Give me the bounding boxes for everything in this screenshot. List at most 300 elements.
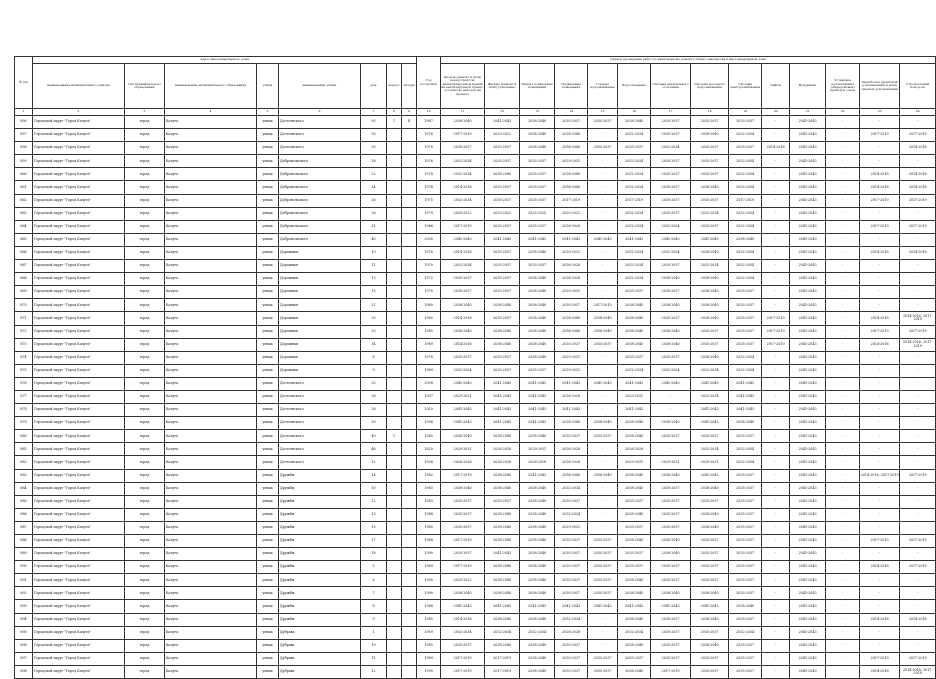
table-cell: - [762,116,790,129]
table-cell: Калуга [165,652,257,665]
table-cell: Калуга [165,207,257,220]
table-cell: 2035-2037 [555,665,588,678]
table-cell: 2035-2037 [691,652,729,665]
table-cell: город [125,404,165,417]
table-cell: - [826,273,860,286]
table-cell: 2026-2028 [555,626,588,639]
table-cell: Дорожная [279,260,361,273]
table-cell: 2038-2040 [691,521,729,534]
table-cell: 2038-2040 [618,299,651,312]
table-cell: - [900,364,936,377]
table-cell: - [900,508,936,521]
table-cell: 2041-2043 [790,574,826,587]
column-number: 17 [651,109,691,116]
table-cell: 2017-2019 [441,652,485,665]
table-cell: 2014-2016 [900,246,936,259]
table-cell: 2041-2043 [520,600,555,613]
table-row [15,364,936,377]
table-cell: Достоевского [279,430,361,443]
table-cell: 2035-2037 [691,430,729,443]
table-cell: Калуга [165,377,257,390]
table-cell: 2026-2028 [555,220,588,233]
table-cell: 2041-2043 [588,600,618,613]
table-cell: - [826,312,860,325]
table-cell: 40 [361,233,387,246]
table-cell: - [588,273,618,286]
table-cell: - [588,482,618,495]
table-cell [387,220,402,233]
table-cell: 2032-2034 [618,273,651,286]
table-cell: - [762,613,790,626]
table-cell: 28 [361,404,387,417]
table-cell: Калуга [165,351,257,364]
table-cell: 2041-2043 [691,404,729,417]
table-cell: 2017-2019 [860,535,900,548]
table-cell: Дружбы [279,495,361,508]
table-cell [387,142,402,155]
table-cell: 2038-2040 [729,600,762,613]
table-cell [402,129,417,142]
table-cell: - [860,521,900,534]
table-cell: Городской округ "Город Калуга" [33,404,125,417]
table-cell: 2041-2043 [618,377,651,390]
table-cell: город [125,652,165,665]
table-cell: 2038-2040 [588,417,618,430]
table-cell: 2035-2037 [691,665,729,678]
table-cell: Калуга [165,521,257,534]
table-cell: 14 [361,469,387,482]
table-cell [387,482,402,495]
table-cell: 2032-2034 [729,364,762,377]
table-cell: город [125,377,165,390]
table-cell: Городской округ "Город Калуга" [33,168,125,181]
table-cell: 2041-2043 [651,377,691,390]
table-cell: 2029-2031 [555,521,588,534]
table-cell: 1 [387,116,402,129]
table-cell: город [125,338,165,351]
table-cell [387,443,402,456]
table-cell: 2041-2043 [790,286,826,299]
table-cell: 2041-2043 [555,377,588,390]
table-cell: - [588,351,618,364]
table-cell: 2014-2016 [900,142,936,155]
table-cell: Городской округ "Город Калуга" [33,521,125,534]
table-cell: - [762,155,790,168]
table-cell: 2038-2040 [555,129,588,142]
table-cell: - [762,652,790,665]
table-cell: 2014-2016 [860,665,900,678]
table-cell: - [826,639,860,652]
table-cell: 2035-2037 [485,155,520,168]
table-cell: Калуга [165,338,257,351]
table-cell: Городской округ "Город Калуга" [33,377,125,390]
table-cell: - [826,469,860,482]
table-cell: - [762,430,790,443]
table-cell: 2038-2040 [691,587,729,600]
table-cell: 2017-2019 [860,194,900,207]
table-cell: - [900,600,936,613]
table-cell: Калуга [165,168,257,181]
table-cell [387,652,402,665]
column-number: 20 [762,109,790,116]
table-cell: Калуга [165,260,257,273]
table-cell: 1983 [417,495,441,508]
table-cell: - [860,142,900,155]
table-cell: - [826,390,860,403]
table-cell: - [762,574,790,587]
table-cell: - [860,495,900,508]
table-row [15,508,936,521]
table-cell: 2014-2016 [860,246,900,259]
table-cell [387,377,402,390]
table-cell: - [588,508,618,521]
table-cell: - [900,443,936,456]
table-cell: Калуга [165,561,257,574]
table-cell: улица [257,417,279,430]
table-cell: 2032-2034 [441,155,485,168]
table-cell: 882 [15,456,33,469]
table-cell: 2029-2031 [555,286,588,299]
column-number: 11 [441,109,485,116]
table-cell: Калуга [165,535,257,548]
table-cell: Достоевского [279,404,361,417]
table-cell: 2041-2043 [485,377,520,390]
table-row [15,312,936,325]
table-cell: город [125,325,165,338]
table-cell: улица [257,548,279,561]
table-cell: Калуга [165,417,257,430]
table-cell: 13 [361,508,387,521]
table-cell [387,587,402,600]
table-cell: - [762,508,790,521]
table-cell [387,312,402,325]
table-cell: Городской округ "Город Калуга" [33,194,125,207]
periods-group-header: Период проведения работ по капитальному ремонту общего имущества в многоквартирном доме [441,57,936,64]
table-cell: 891 [15,574,33,587]
table-cell: 2035-2037 [588,535,618,548]
table-cell: 2032-2034 [441,626,485,639]
table-cell: 2041-2043 [790,168,826,181]
table-cell [387,338,402,351]
table-cell: - [826,299,860,312]
table-cell: 2032-2034 [729,181,762,194]
table-cell: улица [257,469,279,482]
table-cell: - [762,207,790,220]
table-cell: 2017-2019 [651,665,691,678]
table-cell: 2017-2019 [860,652,900,665]
table-row [15,652,936,665]
table-cell: Калуга [165,587,257,600]
table-row [15,142,936,155]
table-cell: 2035-2037 [651,260,691,273]
table-cell: - [826,404,860,417]
table-cell: - [826,587,860,600]
table-cell: - [860,574,900,587]
table-cell: Калуга [165,600,257,613]
document-page [14,56,933,679]
table-cell: 2041-2043 [588,233,618,246]
table-cell: улица [257,364,279,377]
table-cell: 2017-2019 [441,220,485,233]
table-cell: 2038-2040 [691,246,729,259]
table-cell: 1968 [417,220,441,233]
table-cell: - [900,430,936,443]
table-cell: 2035-2037 [441,142,485,155]
table-cell: улица [257,129,279,142]
table-cell: 2026-2028 [520,456,555,469]
table-cell: - [860,351,900,364]
table-cell: 1937 [417,390,441,403]
table-cell: Городской округ "Город Калуга" [33,469,125,482]
table-cell: 2032-2034 [729,220,762,233]
table-cell: 2032-2034 [729,273,762,286]
table-cell: 2041-2043 [790,194,826,207]
table-cell: 10 [361,639,387,652]
table-cell: 867 [15,260,33,273]
table-cell: улица [257,626,279,639]
table-cell: Городской округ "Город Калуга" [33,443,125,456]
table-cell [402,207,417,220]
table-cell: 2035-2037 [691,142,729,155]
table-cell: город [125,456,165,469]
table-cell [387,246,402,259]
table-cell: - [826,430,860,443]
table-cell: 2041-2043 [790,377,826,390]
table-cell: 2032-2034 [520,626,555,639]
table-cell: улица [257,665,279,678]
table-cell: город [125,194,165,207]
table-cell [387,325,402,338]
table-cell: - [588,521,618,534]
table-cell: 2038-2040 [520,246,555,259]
table-cell: 2038-2040 [520,548,555,561]
table-row [15,390,936,403]
table-cell: - [826,443,860,456]
table-cell: 2038-2040 [618,535,651,548]
table-cell [387,168,402,181]
table-cell [402,521,417,534]
table-cell: город [125,469,165,482]
table-cell: 2041-2043 [618,233,651,246]
column-number: 4 [165,109,257,116]
table-cell [387,456,402,469]
table-row [15,430,936,443]
table-cell: город [125,260,165,273]
table-cell: - [826,665,860,678]
table-cell [402,404,417,417]
table-cell: - [651,390,691,403]
table-cell: город [125,168,165,181]
table-cell: 2014-2016 [900,181,936,194]
table-cell: улица [257,312,279,325]
table-cell: Калуга [165,286,257,299]
table-cell: 2041-2043 [790,312,826,325]
column-number-row [15,109,936,116]
table-cell: Городской округ "Город Калуга" [33,116,125,129]
table-cell: 2035-2037 [729,325,762,338]
table-cell: 2014-2016 [860,181,900,194]
table-cell: город [125,508,165,521]
table-cell [387,299,402,312]
table-cell: 2041-2043 [618,600,651,613]
table-cell: 2041-2043 [790,456,826,469]
table-cell: улица [257,377,279,390]
table-cell: - [762,600,790,613]
table-cell: - [588,286,618,299]
table-row [15,377,936,390]
table-cell: 11 [361,652,387,665]
table-cell: - [826,521,860,534]
table-cell: 2041-2043 [790,482,826,495]
table-cell: 2041-2043 [790,351,826,364]
table-cell: 868 [15,273,33,286]
col-header: Фасады (ремонт и (или) утепление) [485,64,520,109]
table-row [15,482,936,495]
table-cell: 16 [361,155,387,168]
table-cell: 2038-2040 [651,325,691,338]
table-cell: 93 [361,116,387,129]
table-row [15,469,936,482]
table-cell: 2032-2034 [729,129,762,142]
table-cell: 2017-2019 [441,535,485,548]
table-cell: 1976 [417,155,441,168]
table-cell: 2038-2040 [520,561,555,574]
col-header: Разработка проектной документации и (или) сметной документации [860,64,900,109]
table-cell: 1979 [417,207,441,220]
table-cell: Достоевского [279,116,361,129]
table-cell: 896 [15,639,33,652]
table-row [15,561,936,574]
table-cell: 2035-2037 [691,626,729,639]
table-cell: 2038-2040 [691,312,729,325]
table-cell: 2026-2028 [555,273,588,286]
table-cell: улица [257,155,279,168]
table-cell: 2041-2043 [729,390,762,403]
table-cell: 1976 [417,129,441,142]
table-cell: - [826,626,860,639]
table-row [15,456,936,469]
table-cell: Добровольского [279,155,361,168]
table-cell: 2035-2037 [729,521,762,534]
table-cell: 2038-2040 [520,142,555,155]
table-cell: 2041-2043 [790,390,826,403]
table-cell: 2041-2043 [520,417,555,430]
table-cell: Добровольского [279,168,361,181]
table-cell: 2029-2031 [555,351,588,364]
table-cell: Б [402,116,417,129]
table-cell: - [900,286,936,299]
table-cell: 2035-2037 [618,561,651,574]
table-cell: 2041-2043 [441,233,485,246]
table-cell: 2035-2037 [729,613,762,626]
table-cell: 2014-2016 [900,613,936,626]
table-cell [402,246,417,259]
table-cell: - [762,194,790,207]
table-row [15,443,936,456]
table-cell: 2032-2034 [729,207,762,220]
table-cell: 2032-2034 [441,260,485,273]
table-cell [402,652,417,665]
col-header: Система холодного водоснабжения [691,64,729,109]
table-cell: 2038-2040 [618,665,651,678]
table-cell [402,286,417,299]
table-row [15,417,936,430]
table-cell: - [860,364,900,377]
table-cell: - [826,155,860,168]
table-cell: 2014-2016 [441,312,485,325]
table-cell: - [900,482,936,495]
table-cell: 2035-2037 [588,652,618,665]
table-cell: 2035-2037 [729,508,762,521]
table-cell: 879 [15,417,33,430]
table-cell: Калуга [165,181,257,194]
table-cell: 2035-2037 [441,286,485,299]
table-cell [387,390,402,403]
table-cell: 2041-2043 [790,181,826,194]
table-cell: город [125,299,165,312]
table-cell: 1938 [417,456,441,469]
table-cell: 2035-2037 [618,495,651,508]
table-cell: 2032-2034 [729,626,762,639]
table-cell: 22 [361,168,387,181]
table-cell: 2038-2040 [691,351,729,364]
table-cell: 2035-2037 [691,338,729,351]
table-cell: - [860,286,900,299]
table-cell: 1990 [417,548,441,561]
table-cell: Добровольского [279,233,361,246]
table-cell: 2029-2031 [618,390,651,403]
table-row [15,286,936,299]
table-cell: 2035-2037 [555,548,588,561]
table-cell: улица [257,535,279,548]
table-cell: - [860,273,900,286]
table-cell: 1974 [417,181,441,194]
table-cell: 2041-2043 [790,116,826,129]
table-cell: 2035-2037 [729,299,762,312]
table-cell: 1990 [417,665,441,678]
table-cell: 2035-2037 [691,548,729,561]
table-cell: 2029-2031 [520,443,555,456]
table-cell: 2035-2037 [651,652,691,665]
table-cell: 2014-2016 [441,246,485,259]
table-cell: 2041-2043 [790,299,826,312]
table-cell: 863 [15,207,33,220]
table-cell: - [900,390,936,403]
table-cell: Городской округ "Город Калуга" [33,639,125,652]
table-cell [387,129,402,142]
table-cell: - [762,390,790,403]
table-cell: 2035-2037 [555,652,588,665]
table-cell: - [860,548,900,561]
table-cell: 2041-2043 [790,665,826,678]
table-cell: - [860,260,900,273]
table-cell: 2035-2037 [441,639,485,652]
table-cell: 2041-2043 [441,404,485,417]
table-cell: 2014-2016 [860,561,900,574]
table-row [15,116,936,129]
table-row [15,600,936,613]
table-cell: Городской округ "Город Калуга" [33,364,125,377]
table-cell: город [125,561,165,574]
table-cell [387,535,402,548]
table-cell: 2038-2040 [651,417,691,430]
table-cell: 874 [15,351,33,364]
table-cell: 2032-2034 [555,482,588,495]
table-cell: 2035-2037 [729,587,762,600]
table-cell: город [125,286,165,299]
table-cell: улица [257,390,279,403]
table-cell: 2038-2040 [520,482,555,495]
